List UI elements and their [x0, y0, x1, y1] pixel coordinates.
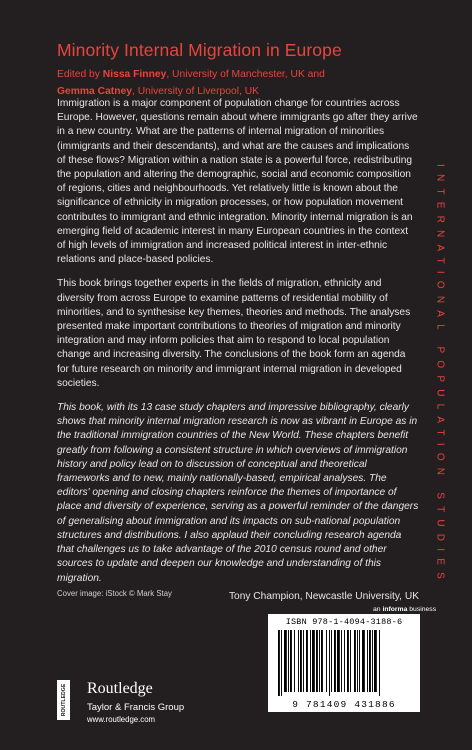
barcode-bar [341, 630, 342, 692]
series-title: INTERNATIONAL POPULATION STUDIES [434, 164, 446, 586]
blurb-paragraph-1: Immigration is a major component of population change for countries across Europe. However, questions remain about where immigrants go after they arrive in a new country. What are the patterns of internal migration of minorities (immigrants and their descendants), and what are the causes and implications of these flows? Migration within a nation state is a powerful force, redistributing the population and altering the demographic, social and economic composition of regions, cities and neighbourhoods. Yet relatively little is known about the significance of ethnicity in migration processes, or how population movement contributes to immigrant and ethnic integration. Minority internal migration is an emerging field of academic interest in many European countries in the context of high levels of immigration and increased political interest in inter-ethnic relations and place-based policies. [57, 98, 418, 266]
barcode-bar [350, 630, 351, 692]
barcode-bar [316, 630, 318, 692]
barcode-bar [362, 630, 365, 692]
barcode-bar [334, 630, 336, 692]
barcode-bar [312, 630, 315, 692]
series-spine-label [432, 0, 448, 750]
barcode-bar [359, 630, 360, 692]
barcode-bar [294, 630, 295, 692]
barcode-bar [369, 630, 371, 692]
informa-brand: informa [382, 606, 408, 613]
barcode-bar [284, 630, 287, 692]
barcode-bar [326, 630, 327, 692]
barcode-bar [367, 630, 368, 692]
editors-credit [57, 66, 417, 100]
barcode-bar [331, 630, 332, 692]
barcode-bar [357, 630, 358, 692]
editor-1-name: Nissa Finney [102, 69, 167, 80]
isbn-digits: 9 781409 431886 [292, 699, 396, 710]
book-title: Minority Internal Migration in Europe [57, 40, 342, 60]
barcode-bar [337, 630, 340, 692]
barcode-bar [306, 630, 308, 692]
publisher-group: Taylor & Francis Group [87, 702, 185, 713]
barcode-bar [347, 630, 349, 692]
barcode-bar [290, 630, 292, 692]
isbn-label: ISBN 978-1-4094-3188-6 [285, 617, 403, 627]
barcode-bar [374, 630, 377, 692]
blurb-content [57, 97, 419, 614]
publisher-url: www.routledge.com [87, 715, 156, 724]
barcode-bar [310, 630, 311, 692]
editor-2-name: Gemma Catney [57, 86, 132, 97]
barcode-bar [298, 630, 299, 692]
barcode-bar [379, 630, 380, 696]
barcode-bars [274, 630, 414, 696]
barcode-bar [321, 630, 323, 692]
barcode-bar [303, 630, 304, 692]
review-quote: This book, with its 13 case study chapters and impressive bibliography, clearly shows that minority internal migration research is now as vibrant in Europe as in the traditional immigration countries of the New World. These chapters benefit greatly from following a consistent structure in which overviews of immigration history and policy lead on to discussion of conceptual and theoretical frameworks and to new, mainly nationally-based, empirical analyses. The editors' opening and closing chapters reinforce the themes of importance of place and diversity of experience, serving as a powerful reminder of the dangers of generalising about immigration and its impacts on sub-national population structures and distributions. I also applaud their concluding research agenda that challenges us to take advantage of the 2010 census round and other sources to update and deepen our knowledge and understanding of this migration. [57, 402, 419, 584]
blurb-paragraph-2: This book brings together experts in the fields of migration, ethnicity and diversity from across Europe to examine patterns of residential mobility of minorities, and to synthesise key themes, theories and methods. The analyses presented make important contributions to theories of migration and minority integration and may inform policies that aim to respond to local population change and increasing diversity. The conclusions of the book form an agenda for future research on minority and immigrant internal migration in developed societies. [57, 278, 411, 389]
barcode-bar [300, 630, 302, 692]
informa-prefix: an [373, 606, 383, 613]
informa-tagline [373, 606, 436, 613]
barcode-bar [329, 630, 330, 696]
barcode-bar [372, 630, 373, 692]
barcode-bar [354, 630, 356, 692]
isbn-barcode [268, 614, 420, 712]
barcode-bar [288, 630, 289, 692]
cover-credit: Cover image: iStock © Mark Stay [57, 589, 172, 598]
barcode-bar [344, 630, 345, 692]
logo-text: ROUTLEDGE [60, 683, 67, 717]
publisher-block [57, 680, 257, 724]
barcode-bar [278, 630, 280, 696]
editor-1-affiliation: , University of Manchester, UK and [166, 69, 325, 80]
barcode-bar [319, 630, 320, 692]
informa-suffix: business [407, 606, 437, 613]
review-attribution: Tony Champion, Newcastle University, UK [228, 590, 419, 602]
routledge-logo-icon [57, 680, 70, 720]
editors-prefix: Edited by [57, 69, 103, 80]
publisher-name: Routledge [87, 680, 153, 697]
editor-2-affiliation: , University of Liverpool, UK [131, 86, 260, 97]
barcode-bar [281, 630, 282, 696]
